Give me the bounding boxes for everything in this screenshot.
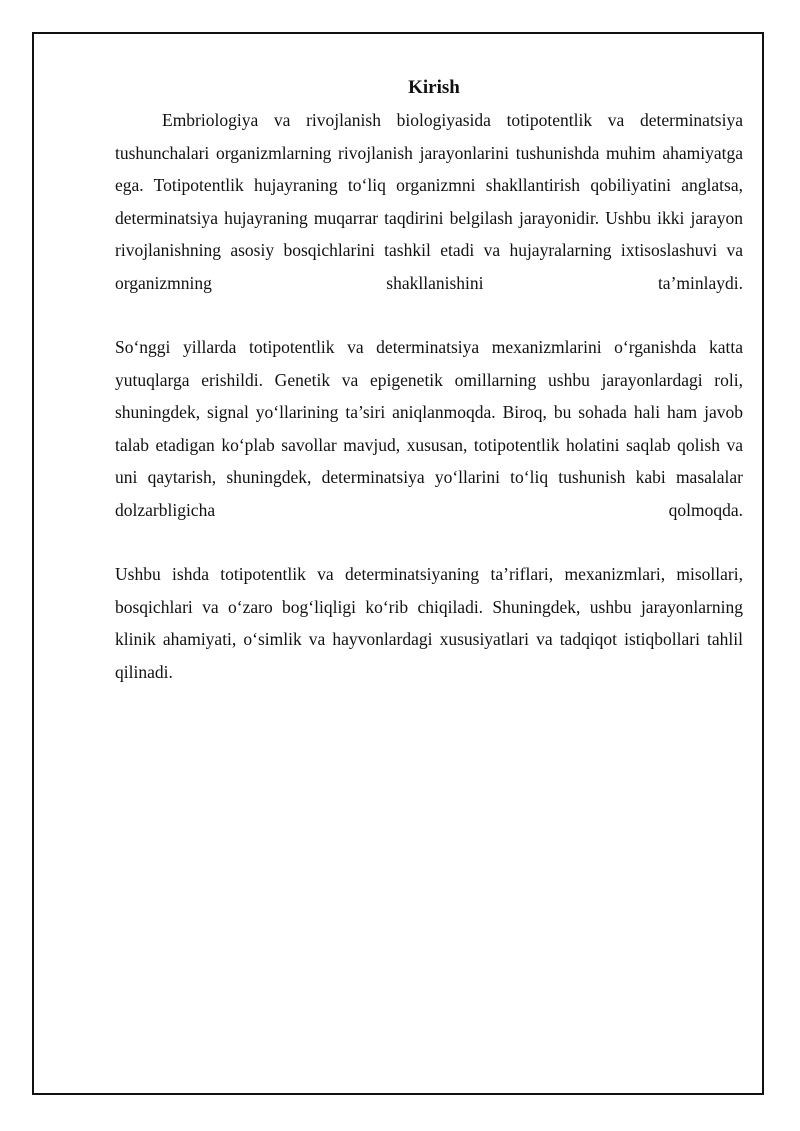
paragraph-2: So‘nggi yillarda totipotentlik va determinatsiya mexanizmlarini o‘rganishda katta yutuqlarga erishildi. Genetik va epigenetik omillarning ushbu jarayonlardagi roli, shuningdek, signal yo‘llarining ta’siri aniqlanmoqda. Biroq, bu sohada hali ham javob talab etadigan ko‘plab savollar mavjud, xususan, totipotentlik holatini saqlab qolish va uni qaytarish, shuningdek, determinatsiya yo‘llarini to‘liq tushunish kabi masalalar dolzarbligicha qolmoqda. [115, 337, 743, 520]
paragraph-1: Embriologiya va rivojlanish biologiyasida totipotentlik va determinatsiya tushunchalari organizmlarning rivojlanish jarayonlarini tushunishda muhim ahamiyatga ega. Totipotentlik hujayraning to‘liq organizmni shakllantirish qobiliyatini anglatsa, determinatsiya hujayraning muqarrar taqdirini belgilash jarayonidir. Ushbu ikki jarayon rivojlanishning asosiy bosqichlarini tashkil etadi va hujayralarning ixtisoslashuvi va organizmning shakllanishini ta’minlaydi. [115, 110, 743, 293]
paragraph-3: Ushbu ishda totipotentlik va determinatsiyaning ta’riflari, mexanizmlari, misollari, bosqichlari va o‘zaro bog‘liqligi ko‘rib chiqiladi. Shuningdek, ushbu jarayonlarning klinik ahamiyati, o‘simlik va hayvonlardagi xususiyatlari va tadqiqot istiqbollari tahlil qilinadi. [115, 564, 743, 682]
paragraph-spacer [115, 526, 743, 558]
document-body [115, 72, 743, 688]
page-title: Kirish [408, 77, 460, 98]
paragraph-spacer [115, 299, 743, 331]
